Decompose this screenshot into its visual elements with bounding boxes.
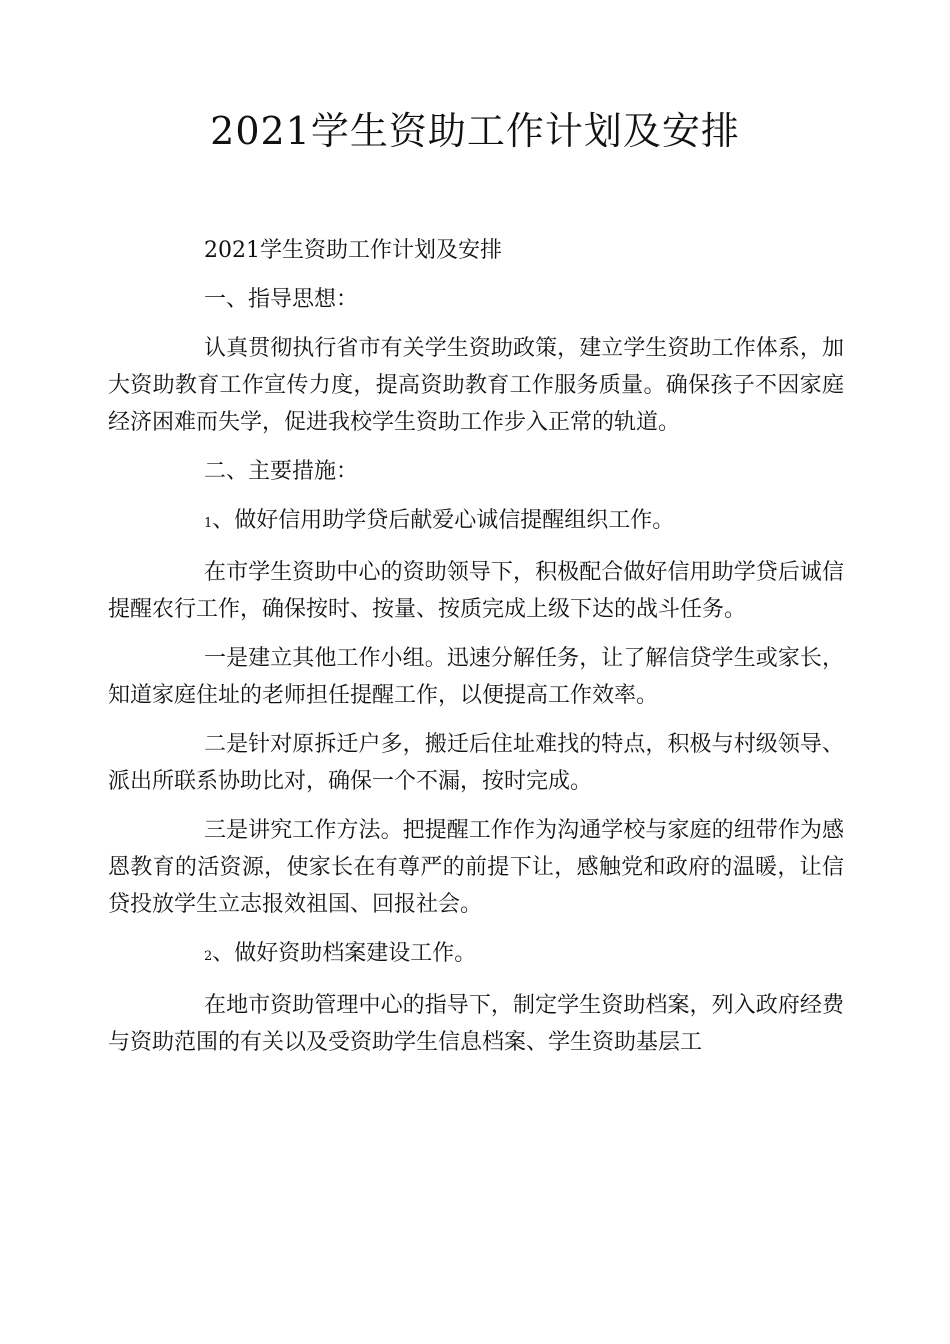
item-heading-text: 、做好信用助学贷后献爱心诚信提醒组织工作。: [212, 508, 675, 533]
section-heading-guiding-ideology: 一、指导思想：: [204, 287, 359, 312]
item-heading-archives: [108, 935, 844, 975]
paragraph-measure-three: 三是讲究工作方法。把提醒工作作为沟通学校与家庭的纽带作为感恩教育的活资源，使家长在有尊严的前提下让，感触党和政府的温暖，让信贷投放学生立志报效祖国、回报社会。: [108, 818, 844, 917]
document-subtitle: 2021学生资助工作计划及安排: [204, 238, 502, 263]
paragraph-archives: 在地市资助管理中心的指导下，制定学生资助档案，列入政府经费与资助范围的有关以及受资助学生信息档案、学生资助基层工: [108, 993, 844, 1055]
item-number: 2: [204, 949, 213, 964]
item-heading-text: 、做好资助档案建设工作。: [212, 941, 477, 966]
paragraph-measure-one: 一是建立其他工作小组。迅速分解任务，让了解信贷学生或家长，知道家庭住址的老师担任提醒工作，以便提高工作效率。: [108, 646, 844, 708]
paragraph-measure-two: 二是针对原拆迁户多，搬迁后住址难找的特点，积极与村级领导、派出所联系协助比对，确保一个不漏，按时完成。: [108, 732, 844, 794]
document-body: [108, 232, 844, 1073]
item-heading-credit-loan: [108, 502, 844, 542]
document-title: 2021学生资助工作计划及安排: [210, 109, 740, 153]
section-heading-main-measures: 二、主要措施：: [204, 459, 359, 484]
paragraph-guiding-ideology: 认真贯彻执行省市有关学生资助政策，建立学生资助工作体系，加大资助教育工作宣传力度，提高资助教育工作服务质量。确保孩子不因家庭经济困难而失学，促进我校学生资助工作步入正常的轨道。: [108, 336, 844, 435]
item-number: 1: [204, 516, 213, 531]
paragraph-credit-loan: 在市学生资助中心的资助领导下，积极配合做好信用助学贷后诚信提醒农行工作，确保按时、按量、按质完成上级下达的战斗任务。: [108, 560, 844, 622]
